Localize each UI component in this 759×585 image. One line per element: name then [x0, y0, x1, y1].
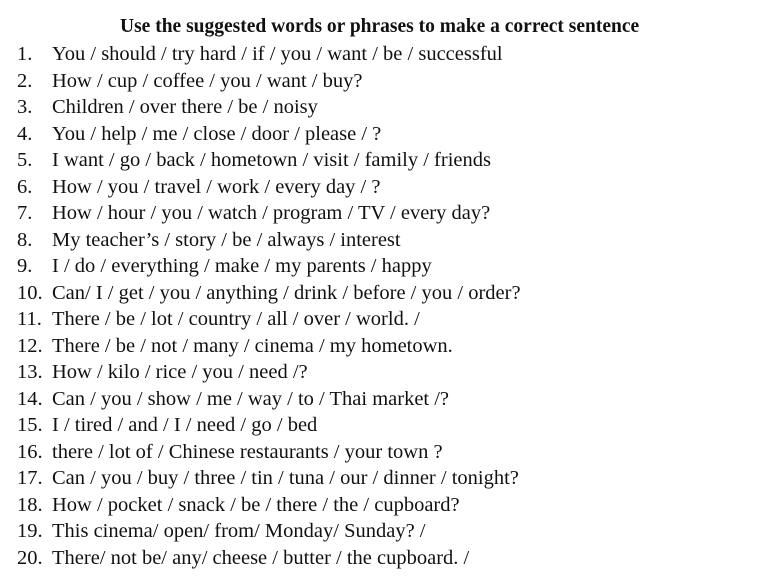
- exercise-number: 10.: [17, 281, 43, 304]
- exercise-prompt: I / do / everything / make / my parents / happy: [52, 255, 432, 277]
- exercise-prompt: How / pocket / snack / be / there / the / cupboard?: [52, 493, 460, 516]
- worksheet-title: Use the suggested words or phrases to make a correct sentence: [120, 16, 640, 37]
- exercise-prompt: Can / you / buy / three / tin / tuna / our / dinner / tonight?: [52, 467, 519, 489]
- exercise-prompt: How / kilo / rice / you / need /?: [52, 361, 308, 383]
- exercise-number: 16.: [17, 440, 43, 463]
- exercise-prompt: My teacher’s / story / be / always / interest: [52, 228, 401, 251]
- exercise-prompt: How / hour / you / watch / program / TV / every day?: [52, 202, 491, 224]
- exercise-prompt: I want / go / back / hometown / visit / family / friends: [52, 149, 491, 171]
- exercise-number: 12.: [17, 334, 43, 357]
- exercise-prompt: Children / over there / be / noisy: [52, 96, 318, 118]
- exercise-prompt: There/ not be/ any/ cheese / butter / the cupboard. /: [52, 546, 470, 569]
- exercise-prompt: There / be / lot / country / all / over / world. /: [52, 308, 420, 330]
- exercise-number: 8.: [17, 228, 33, 251]
- exercise-prompt: You / should / try hard / if / you / want / be / successful: [52, 43, 503, 65]
- exercise-prompt: there / lot of / Chinese restaurants / your town ?: [52, 440, 443, 463]
- exercise-number: 4.: [17, 122, 33, 145]
- exercise-number: 9.: [17, 255, 33, 277]
- exercise-number: 7.: [17, 202, 33, 224]
- exercise-prompt: How / cup / coffee / you / want / buy?: [52, 69, 363, 92]
- exercise-number: 5.: [17, 149, 33, 171]
- exercise-prompt: How / you / travel / work / every day / ?: [52, 175, 381, 198]
- exercise-prompt: You / help / me / close / door / please / ?: [52, 122, 382, 145]
- exercise-number: 20.: [17, 546, 43, 569]
- exercise-number: 2.: [17, 69, 33, 92]
- exercise-prompt: I / tired / and / I / need / go / bed: [52, 414, 318, 436]
- exercise-number: 18.: [17, 493, 43, 516]
- exercise-prompt: Can / you / show / me / way / to / Thai market /?: [52, 387, 450, 410]
- exercise-prompt: Can/ I / get / you / anything / drink / before / you / order?: [52, 281, 521, 304]
- exercise-number: 1.: [17, 43, 33, 65]
- exercise-prompt: This cinema/ open/ from/ Monday/ Sunday? /: [52, 520, 426, 542]
- exercise-number: 11.: [17, 308, 42, 330]
- exercise-number: 15.: [17, 414, 43, 436]
- exercise-number: 14.: [17, 387, 43, 410]
- exercise-prompt: There / be / not / many / cinema / my hometown.: [52, 334, 453, 357]
- exercise-number: 3.: [17, 96, 33, 118]
- exercise-number: 13.: [17, 361, 43, 383]
- exercise-number: 6.: [17, 175, 33, 198]
- exercise-number: 19.: [17, 520, 43, 542]
- exercise-number: 17.: [17, 467, 43, 489]
